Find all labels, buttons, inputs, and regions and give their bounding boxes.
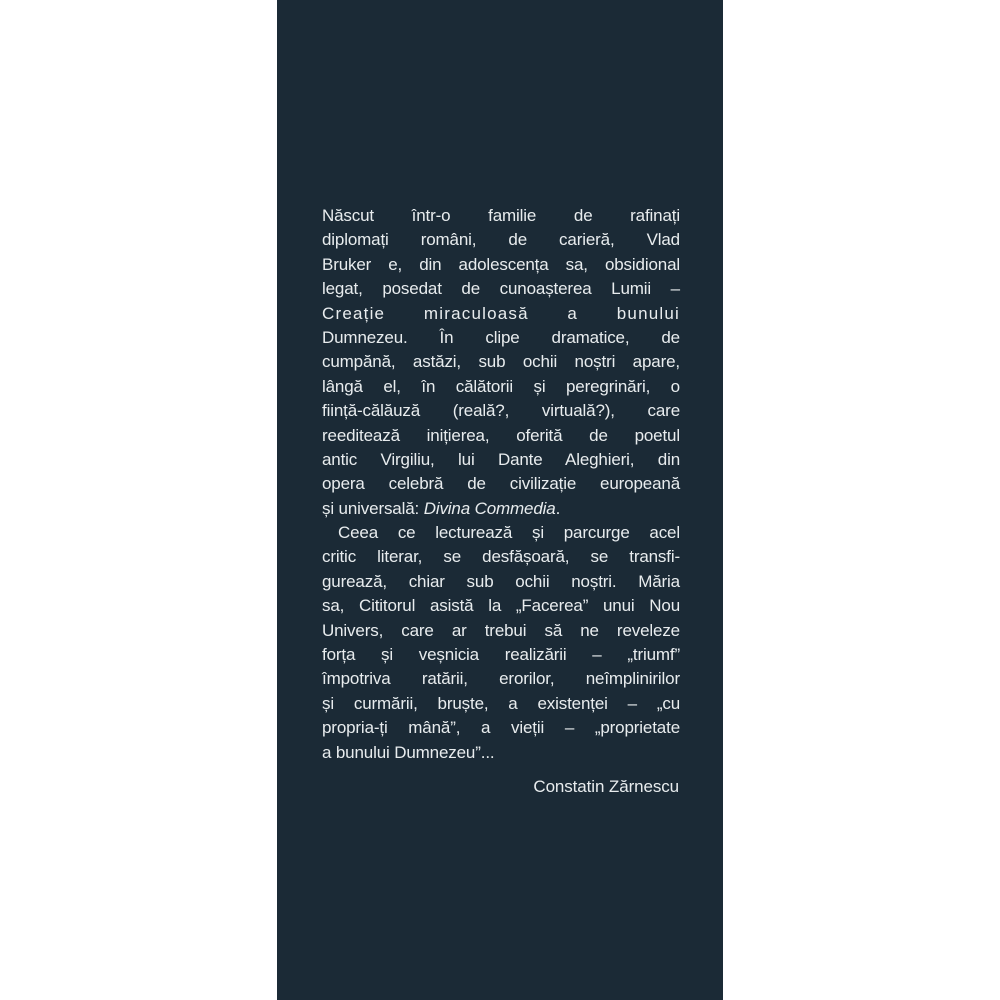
text-line: Dumnezeu. În clipe dramatice, de [322, 327, 680, 347]
blurb-text [322, 204, 680, 765]
text-line: a bunului Dumnezeu”... [322, 742, 495, 762]
text-line-last [322, 497, 680, 521]
text-line: legat, posedat de cunoașterea Lumii – [322, 279, 680, 299]
text-line: sa, Cititorul asistă la „Facerea” unui Nou [322, 596, 680, 616]
book-title-italic: Divina Commedia [423, 498, 556, 518]
text-line: reeditează inițierea, oferită de poetul [322, 425, 680, 445]
text-line: Univers, care ar trebui să ne reveleze [322, 620, 680, 640]
text-line: și curmării, bruște, a existenței – „cu [322, 693, 680, 713]
text-line: Creație miraculoasă a bunului [322, 303, 680, 323]
text-line: ființă-călăuză (reală?, virtuală?), care [322, 401, 680, 421]
text-line: Ceea ce lecturează și parcurge acel [338, 523, 680, 543]
text-fragment: . [555, 498, 561, 518]
text-line: propria-ți mână”, a vieții – „proprietate [322, 718, 680, 738]
text-line: gurează, chiar sub ochii noștri. Măria [322, 571, 680, 591]
book-back-cover [277, 0, 723, 1000]
text-line: împotriva ratării, erorilor, neîmplinirilor [322, 669, 680, 689]
text-line: Născut într-o familie de rafinați [322, 206, 680, 225]
text-line: opera celebră de civilizație europeană [322, 474, 680, 494]
text-line: critic literar, se desfășoară, se transfi- [322, 547, 680, 567]
paragraph-2 [322, 521, 680, 765]
text-line: diplomați români, de carieră, Vlad [322, 230, 680, 250]
paragraph-1 [322, 204, 680, 521]
text-line: Bruker e, din adolescența sa, obsidional [322, 254, 680, 274]
text-line: lângă el, în călătorii și peregrinări, o [322, 376, 680, 396]
text-line: antic Virgiliu, lui Dante Aleghieri, din [322, 449, 680, 469]
text-line: cumpănă, astăzi, sub ochii noștri apare, [322, 352, 680, 372]
text-fragment: și universală: [322, 498, 424, 518]
text-line: forța și veșnicia realizării – „triumf” [322, 645, 680, 665]
author-signature: Constatin Zărnescu [533, 777, 679, 796]
